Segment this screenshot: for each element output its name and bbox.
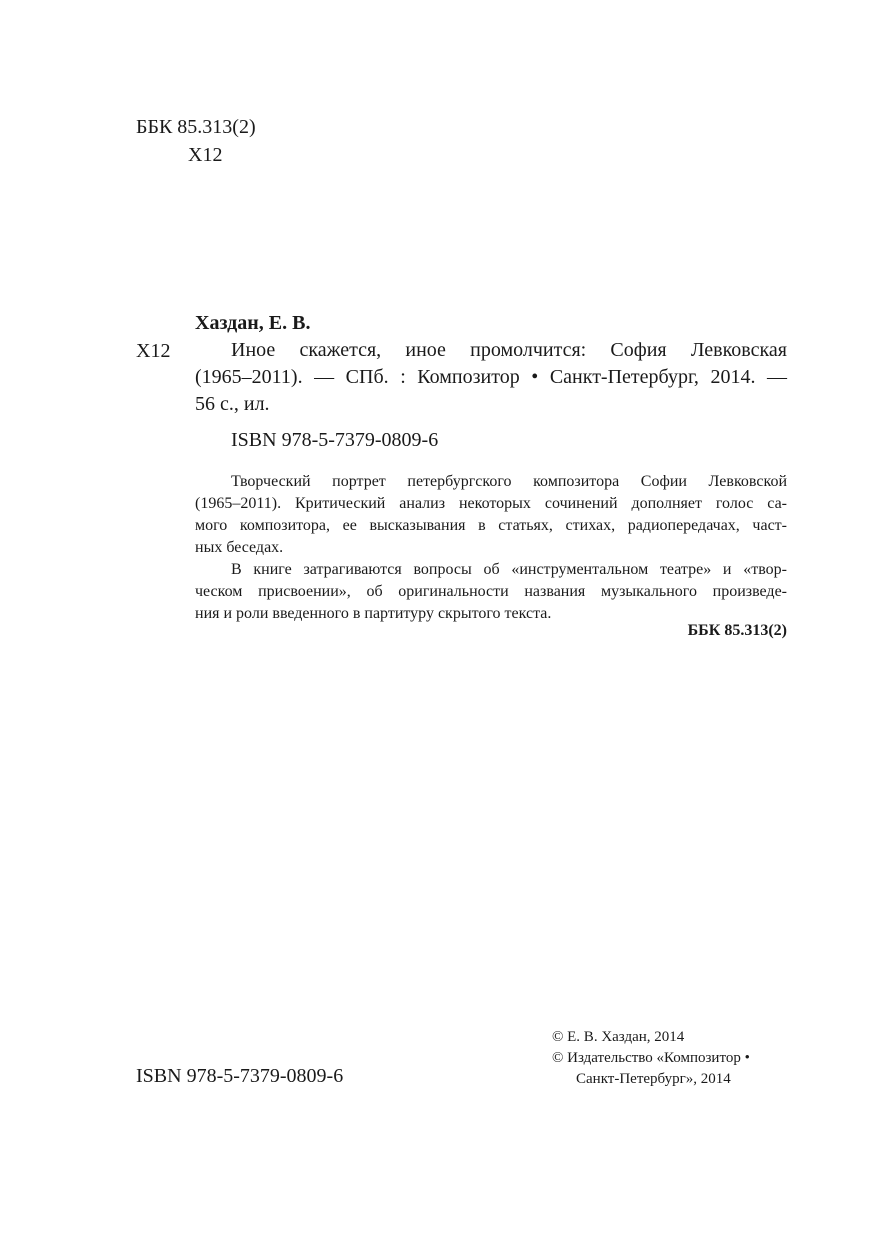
- annotation-line: ния и роли введенного в партитуру скрытого текста.: [195, 605, 552, 622]
- citation-line-3: 56 с., ил.: [195, 393, 270, 415]
- annotation-bbk: ББК 85.313(2): [687, 622, 787, 639]
- bbk-classification: ББК 85.313(2): [136, 116, 256, 138]
- annotation-line: В книге затрагиваются вопросы об «инструментальном театре» и «твор-: [231, 561, 787, 578]
- annotation-line: (1965–2011). Критический анализ некоторых сочинений дополняет голос са-: [195, 495, 787, 512]
- copyright-line-publisher: © Издательство «Композитор •: [552, 1050, 750, 1066]
- copyright-line-publisher-cont: Санкт-Петербург», 2014: [576, 1071, 731, 1087]
- copyright-notice: [552, 1027, 802, 1090]
- bibliographic-citation: [195, 337, 787, 418]
- annotation-line: ных беседах.: [195, 539, 284, 556]
- citation-line-1: Иное скажется, иное промолчится: София Левковская: [231, 339, 787, 361]
- annotation: [195, 471, 787, 625]
- author-mark-code: Х12: [188, 144, 223, 166]
- isbn-entry: ISBN 978-5-7379-0809-6: [231, 429, 439, 451]
- annotation-paragraph-1: [195, 471, 787, 559]
- isbn-footer: ISBN 978-5-7379-0809-6: [136, 1065, 344, 1087]
- annotation-paragraph-2: [195, 559, 787, 625]
- annotation-line: мого композитора, ее высказывания в статьях, стихах, радиопередачах, част-: [195, 517, 787, 534]
- annotation-line: ческом присвоении», об оригинальности названия музыкального произведе-: [195, 583, 787, 600]
- copyright-line-author: © Е. В. Хаздан, 2014: [552, 1029, 685, 1045]
- author-mark-code-left: Х12: [136, 340, 171, 362]
- annotation-line: Творческий портрет петербургского композитора Софии Левковской: [231, 473, 787, 490]
- author-name: Хаздан, Е. В.: [195, 312, 311, 334]
- citation-line-2: (1965–2011). — СПб. : Композитор • Санкт-Петербург, 2014. —: [195, 366, 787, 388]
